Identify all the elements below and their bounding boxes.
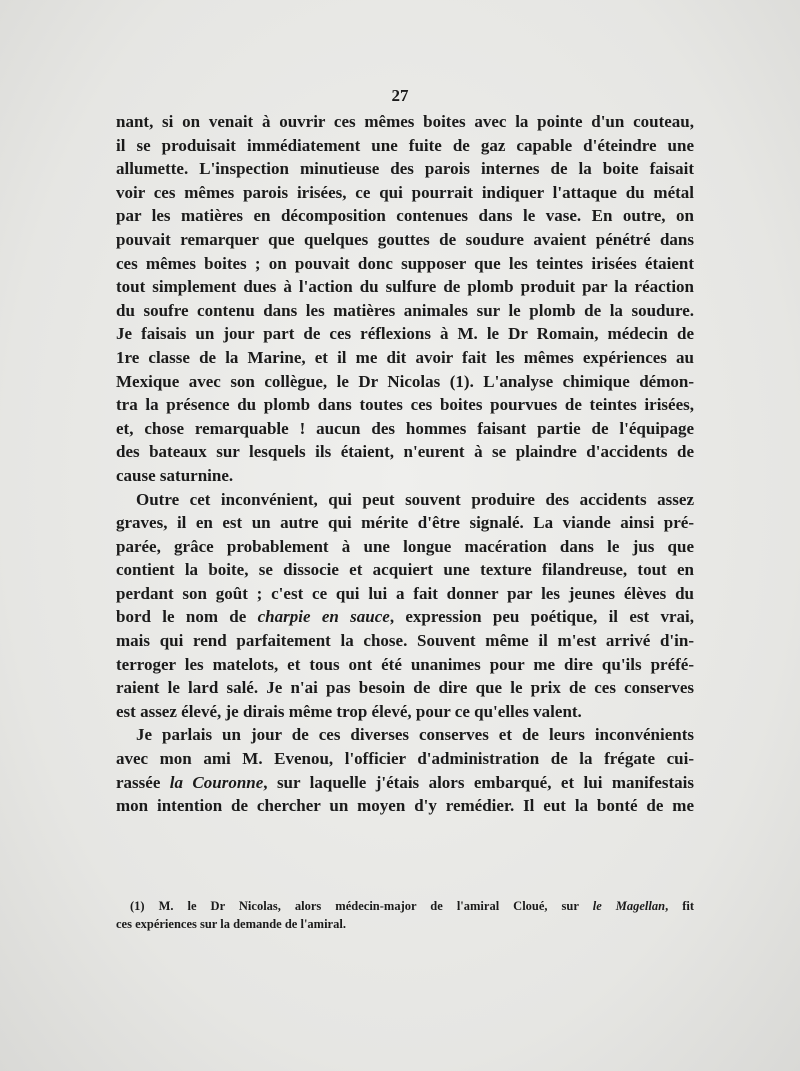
text-fragment: rassée xyxy=(116,772,170,792)
paragraph-start-line: Je parlais un jour de ces diverses conserves et de leurs inconvénients xyxy=(136,725,694,745)
text-line: terroger les matelots, et tous ont été unanimes pour me dire qu'ils préfé- xyxy=(116,654,694,674)
paragraph-start-line: Outre cet inconvénient, qui peut souvent produire des accidents assez xyxy=(136,489,694,509)
text-fragment: , expression peu poétique, il est vrai, xyxy=(389,607,695,627)
italic-ship-name: le Magellan xyxy=(592,899,666,913)
text-line: nant, si on venait à ouvrir ces mêmes boites avec la pointe d'un couteau, xyxy=(116,112,694,131)
footnote-line xyxy=(116,897,694,915)
text-fragment: , fit xyxy=(665,899,694,913)
text-line: allumette. L'inspection minutieuse des parois internes de la boite faisait xyxy=(116,159,694,179)
text-line: 1re classe de la Marine, et il me dit avoir fait les mêmes expériences au xyxy=(116,347,694,367)
footnote-line: ces expériences sur la demande de l'amiral. xyxy=(116,917,346,931)
text-line: et, chose remarquable ! aucun des hommes faisant partie de l'équipage xyxy=(116,418,694,438)
page-number: 27 xyxy=(391,86,409,105)
text-line: contient la boite, se dissocie et acquiert une texture filandreuse, tout en xyxy=(116,560,694,580)
text-line: raient le lard salé. Je n'ai pas besoin de dire que le prix de ces conserves xyxy=(116,678,694,698)
text-line xyxy=(116,771,694,795)
italic-ship-name: la Couronne xyxy=(169,772,264,792)
text-line: parée, grâce probablement à une longue macération dans le jus que xyxy=(116,536,694,556)
text-line: tra la présence du plomb dans toutes ces boites pourvues de teintes irisées, xyxy=(116,395,694,415)
text-line: des bateaux sur lesquels ils étaient, n'eurent à se plaindre d'accidents de xyxy=(116,442,694,462)
text-fragment: bord le nom de xyxy=(116,607,258,627)
text-line: cause saturnine. xyxy=(116,465,234,485)
text-line: il se produisait immédiatement une fuite de gaz capable d'éteindre une xyxy=(116,135,694,155)
text-line: mais qui rend parfaitement la chose. Souvent même il m'est arrivé d'in- xyxy=(116,631,694,651)
text-line: par les matières en décomposition contenues dans le vase. En outre, on xyxy=(116,206,694,226)
text-fragment: , sur laquelle j'étais alors embarqué, et lui manifestais xyxy=(263,772,694,792)
text-line: Je faisais un jour part de ces réflexions à M. le Dr Romain, médecin de xyxy=(116,324,694,344)
text-line: tout simplement dues à l'action du sulfure de plomb produit par la réaction xyxy=(116,277,694,297)
text-line: mon intention de chercher un moyen d'y remédier. Il eut la bonté de me xyxy=(116,796,694,816)
text-line: Mexique avec son collègue, le Dr Nicolas (1). L'analyse chimique démon- xyxy=(116,371,694,391)
body-text xyxy=(116,110,694,818)
italic-phrase: charpie en sauce xyxy=(257,607,390,627)
text-line: est assez élevé, je dirais même trop élevé, pour ce qu'elles valent. xyxy=(116,701,582,721)
text-line: voir ces mêmes parois irisées, ce qui pourrait indiquer l'attaque du métal xyxy=(116,182,694,202)
text-fragment: (1) M. le Dr Nicolas, alors médecin-major de l'amiral Cloué, sur xyxy=(130,899,593,913)
text-line: ces mêmes boites ; on pouvait donc supposer que les teintes irisées étaient xyxy=(116,253,694,273)
text-line: perdant son goût ; c'est ce qui lui a fait donner par les jeunes élèves du xyxy=(116,583,694,603)
text-line: pouvait remarquer que quelques gouttes de soudure avaient pénétré dans xyxy=(116,229,694,249)
text-line: du soufre contenu dans les matières animales sur le plomb de la soudure. xyxy=(116,300,694,320)
text-line xyxy=(116,605,694,629)
text-line: avec mon ami M. Evenou, l'officier d'administration de la frégate cui- xyxy=(116,749,694,769)
footnote xyxy=(116,897,694,933)
text-line: graves, il en est un autre qui mérite d'être signalé. La viande ainsi pré- xyxy=(116,513,694,533)
